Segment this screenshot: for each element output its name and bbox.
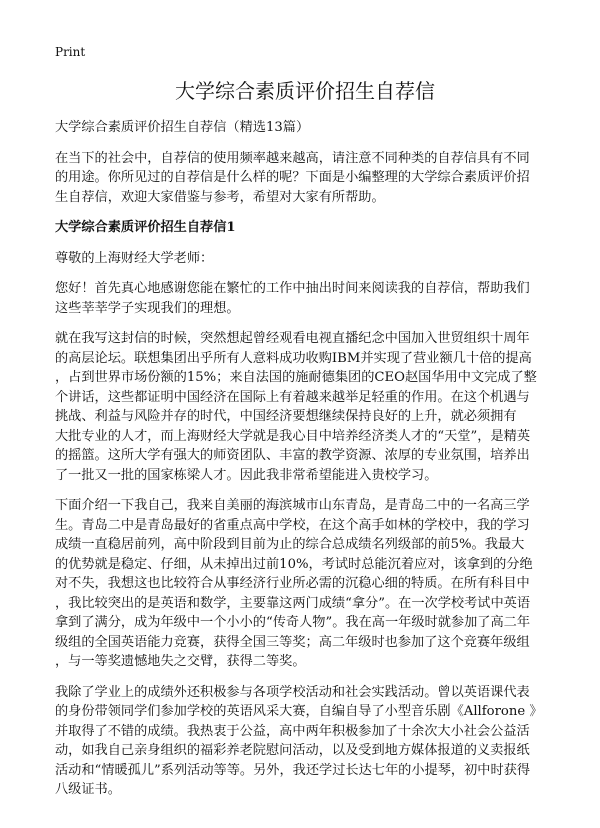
text-line: 您好！首先真心地感谢您能在繁忙的工作中抽出时间来阅读我的自荐信，帮助我们 [55, 281, 530, 296]
letter-paragraph [55, 329, 555, 485]
text-line: 生自荐信，欢迎大家借鉴与参考，希望对大家有所帮助。 [55, 189, 385, 205]
text-line: 下面介绍一下我自己，我来自美丽的海滨城市山东青岛，是青岛二中的一名高三学 [55, 498, 530, 513]
text-line: 这些莘莘学子实现我们的理想。 [55, 300, 240, 316]
text-line: 挑战、利益与风险并存的时代，中国经济要想继续保持良好的上升，就必须拥有 [55, 409, 517, 424]
text-line: ，与一等奖遗憾地失之交臂，获得二等奖。 [55, 654, 306, 669]
text-line: 个讲话，这些都证明中国经济在国际上有着越来越举足轻重的作用。在这个机遇与 [55, 389, 530, 405]
page-title: 大学综合素质评价招生自荐信 [175, 79, 435, 103]
text-line: 对不失，我想这也比较符合从事经济行业所必需的沉稳心细的特质。在所有科目中 [55, 576, 530, 591]
letter-body [55, 279, 555, 800]
text-line: 的身份带领同学们参加学校的英语风采大赛，自编自导了小型音乐剧《Allforone 》 [55, 704, 543, 719]
text-line: 在当下的社会中，自荐信的使用频率越来越高，请注意不同种类的自荐信具有不同 [55, 150, 530, 166]
text-line: ，占到世界市场份额的15%；来自法国的施耐德集团的CEO赵国华用中文完成了整 [55, 370, 537, 385]
letter-paragraph [55, 279, 555, 318]
text-line: 的优势就是稳定、仔细，从未掉出过前10%，考试时总能沉着应对，该拿到的分绝 [55, 556, 533, 572]
text-line: 的摇篮。这所大学有强大的师资团队、丰富的教学资源、浓厚的专业氛围，培养出 [55, 448, 530, 463]
text-line: 的用途。你所见过的自荐信是什么样的呢？下面是小编整理的大学综合素质评价招 [55, 170, 530, 185]
text-line: 生。青岛二中是青岛最好的省重点高中学校，在这个高手如林的学校中，我的学习 [55, 517, 530, 533]
subtitle: 大学综合素质评价招生自荐信（精选13篇） [55, 120, 310, 135]
text-line: ，我比较突出的是英语和数学，主要靠这两门成绩“拿分”。在一次学校考试中英语 [55, 595, 531, 611]
intro-paragraph [55, 149, 555, 208]
text-line: 活动和“情暖孤儿”系列活动等等。另外，我还学过长达七年的小提琴，初中时获得 [55, 762, 531, 778]
salutation: 尊敬的上海财经大学老师： [55, 250, 214, 266]
letter-paragraph [55, 496, 555, 672]
document-page [55, 44, 555, 811]
text-line: 成绩一直稳居前列，高中阶段到目前为止的综合总成绩名列级部的前5%。我最大 [55, 537, 525, 552]
section-heading: 大学综合素质评价招生自荐信1 [55, 220, 236, 235]
text-line: 我除了学业上的成绩外还积极参与各项学校活动和社会实践活动。曾以英语课代表 [55, 684, 530, 700]
text-line: 了一批又一批的国家栋梁人才。因此我非常希望能进入贵校学习。 [55, 467, 438, 483]
text-line: 动，如我自己亲身组织的福彩养老院慰问活动，以及受到地方媒体报道的义卖报纸 [55, 743, 530, 758]
text-line: 的高层论坛。联想集团出乎所有人意料成功收购IBM并实现了营业额几十倍的提高 [55, 350, 532, 366]
text-line: 八级证书。 [55, 782, 121, 797]
text-line: 就在我写这封信的时候，突然想起曾经观看电视直播纪念中国加入世贸组织十周年 [55, 331, 530, 346]
text-line: 拿到了满分，成为年级中一个小小的“传奇人物”。我在高一年级时就参加了高二年 [55, 615, 531, 630]
text-line: 并取得了不错的成绩。我热衷于公益，高中两年积极参加了十余次大小社会公益活 [55, 723, 530, 739]
text-line: 级组的全国英语能力竞赛，获得全国三等奖；高二年级时也参加了这个竞赛年级组 [55, 634, 530, 650]
print-link[interactable]: Print [55, 45, 86, 59]
letter-paragraph [55, 683, 555, 800]
text-line: 大批专业的人才，而上海财经大学就是我心目中培养经济类人才的“天堂”，是精英 [55, 428, 531, 444]
